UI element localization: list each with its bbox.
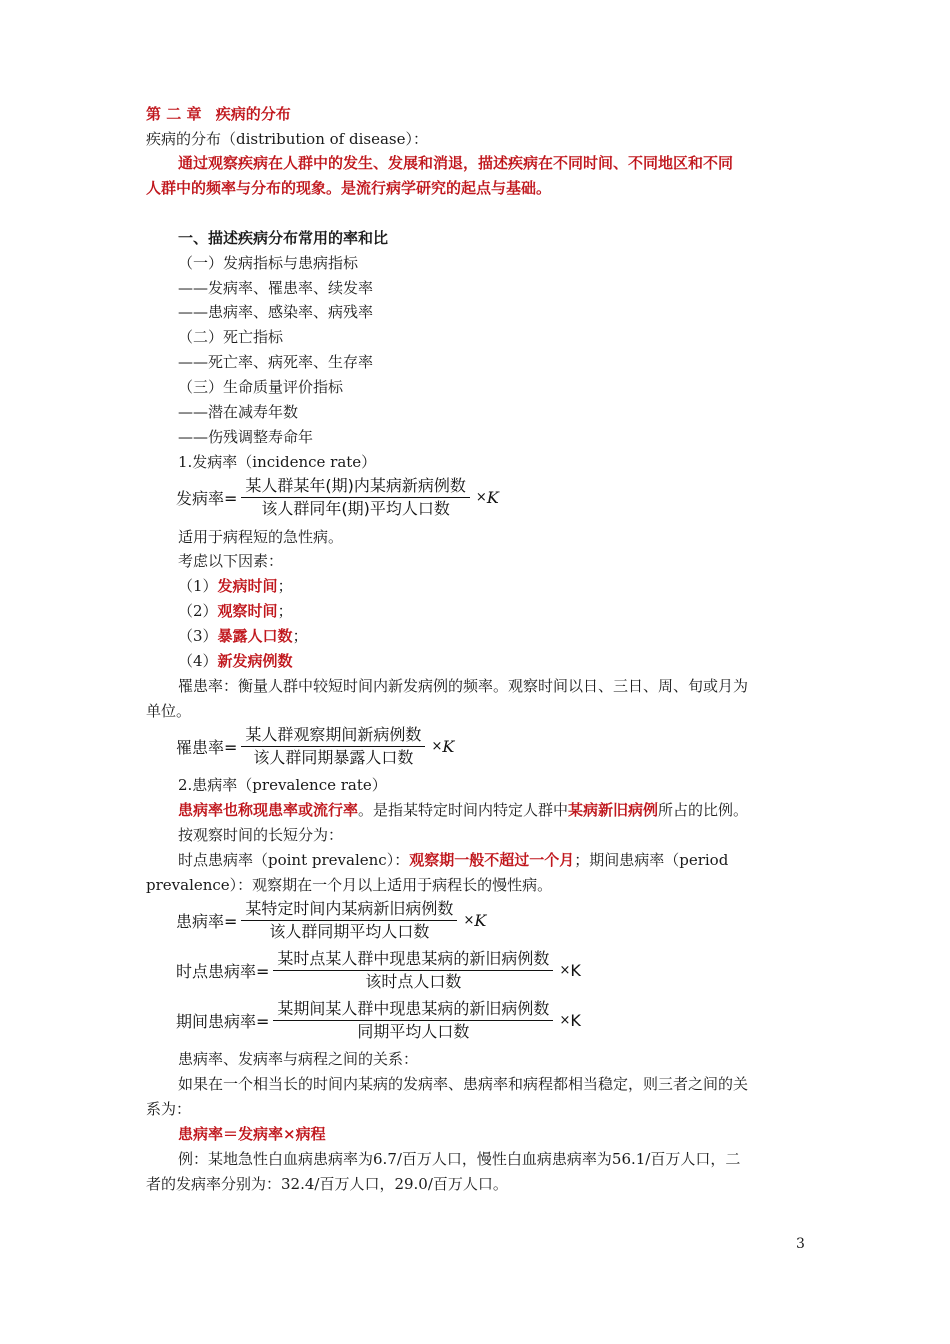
formula-multiply: ×: [559, 1012, 571, 1028]
relation-title: 患病率、发病率与病程之间的关系：: [178, 1050, 419, 1068]
formula-denominator: 该时点人口数: [365, 971, 462, 991]
formula-lhs: 时点患病率=: [176, 961, 270, 981]
attack-rate-line-2: 单位。: [146, 702, 192, 720]
incidence-note: 适用于病程短的急性病。: [178, 528, 344, 546]
incidence-title: 1.发病率（incidence rate）: [178, 453, 377, 471]
point-prevalence-line: [178, 850, 728, 870]
prevalence-def-text: 。是指某特定时间内特定人群中: [358, 801, 569, 819]
section-item: （二）死亡指标: [178, 328, 284, 346]
factor-suffix: ；: [292, 627, 308, 645]
factor-item: [178, 576, 293, 596]
page-number: 3: [796, 1236, 805, 1252]
section-item: （三）生命质量评价指标: [178, 378, 344, 396]
relation-line-1: 如果在一个相当长的时间内某病的发病率、患病率和病程都相当稳定，则三者之间的关: [178, 1075, 749, 1093]
formula-denominator: 该人群同期暴露人口数: [253, 747, 414, 767]
section-item: ——死亡率、病死率、生存率: [178, 353, 374, 371]
formula-numerator: 某特定时间内某病新旧病例数: [241, 899, 457, 921]
formula-numerator: 某期间某人群中现患某病的新旧病例数: [273, 999, 553, 1021]
factor-suffix: ；: [277, 602, 293, 620]
prevalence-definition: [178, 800, 748, 820]
prevalence-def-highlight: 患病率也称现患率或流行率: [178, 801, 359, 819]
chapter-heading: [146, 104, 291, 124]
prevalence-split: 按观察时间的长短分为：: [178, 826, 344, 844]
definition-line-2: 人群中的频率与分布的现象。是流行病学研究的起点与基础。: [146, 179, 552, 197]
relation-formula: 患病率＝发病率×病程: [178, 1125, 326, 1143]
factor-suffix: ；: [277, 577, 293, 595]
chapter-number: 第 二 章: [146, 105, 202, 123]
attack-rate-formula: [176, 722, 454, 770]
factor-text: 发病时间: [217, 577, 278, 595]
formula-fraction: [241, 476, 470, 519]
formula-multiply: ×: [559, 962, 571, 978]
factor-text: 新发病例数: [217, 652, 293, 670]
prevalence-formula: [176, 896, 486, 944]
section-item: ——患病率、感染率、病残率: [178, 303, 374, 321]
factor-text: 暴露人口数: [217, 627, 293, 645]
factor-text: 观察时间: [217, 602, 278, 620]
section-heading: 一、描述疾病分布常用的率和比: [178, 229, 389, 247]
point-prevalence-text: 时点患病率（point prevalenc）：: [178, 851, 410, 869]
section-item: ——潜在减寿年数: [178, 403, 299, 421]
formula-constant: K: [474, 910, 487, 930]
formula-numerator: 某人群某年(期)内某病新病例数: [241, 476, 470, 498]
point-prevalence-formula: [176, 946, 581, 994]
formula-numerator: 某时点某人群中现患某病的新旧病例数: [273, 949, 553, 971]
formula-fraction: [241, 725, 425, 768]
formula-fraction: [241, 899, 457, 942]
factor-item: [178, 626, 308, 646]
factor-prefix: （4）: [178, 652, 218, 670]
point-prevalence-highlight: 观察期一般不超过一个月: [409, 851, 575, 869]
factor-prefix: （3）: [178, 627, 218, 645]
formula-lhs: 患病率=: [176, 911, 238, 931]
formula-multiply: ×: [475, 489, 487, 505]
formula-constant: K: [442, 736, 455, 756]
formula-fraction: [273, 949, 553, 992]
period-prevalence-formula: [176, 996, 581, 1044]
formula-constant: K: [570, 1010, 581, 1030]
factor-prefix: （1）: [178, 577, 218, 595]
definition-term: 疾病的分布（distribution of disease）：: [146, 130, 428, 148]
incidence-formula: [176, 473, 499, 521]
prevalence-title: 2.患病率（prevalence rate）: [178, 776, 387, 794]
section-item: ——发病率、罹患率、续发率: [178, 279, 374, 297]
example-line-2: 者的发病率分别为：32.4/百万人口，29.0/百万人口。: [146, 1175, 508, 1193]
chapter-title: 疾病的分布: [215, 105, 291, 123]
formula-denominator: 同期平均人口数: [357, 1021, 470, 1041]
formula-lhs: 发病率=: [176, 488, 238, 508]
formula-multiply: ×: [431, 738, 443, 754]
factor-item: [178, 601, 293, 621]
relation-line-2: 系为：: [146, 1100, 192, 1118]
attack-rate-line-1: 罹患率：衡量人群中较短时间内新发病例的频率。观察时间以日、三日、周、旬或月为: [178, 677, 749, 695]
formula-lhs: 期间患病率=: [176, 1011, 270, 1031]
formula-denominator: 该人群同期平均人口数: [269, 921, 430, 941]
prevalence-def-highlight: 某病新旧病例: [568, 801, 659, 819]
prevalence-def-text: 所占的比例。: [658, 801, 749, 819]
formula-lhs: 罹患率=: [176, 737, 238, 757]
section-item: （一）发病指标与患病指标: [178, 254, 359, 272]
formula-multiply: ×: [463, 912, 475, 928]
section-item: ——伤残调整寿命年: [178, 428, 314, 446]
formula-constant: K: [570, 960, 581, 980]
formula-denominator: 该人群同年(期)平均人口数: [261, 498, 450, 518]
definition-line-1: 通过观察疾病在人群中的发生、发展和消退，描述疾病在不同时间、不同地区和不同: [178, 154, 734, 172]
example-line-1: 例：某地急性白血病患病率为6.7/百万人口，慢性白血病患病率为56.1/百万人口，二: [178, 1150, 741, 1168]
formula-fraction: [273, 999, 553, 1042]
incidence-note: 考虑以下因素：: [178, 552, 284, 570]
formula-constant: K: [486, 487, 499, 507]
factor-item: [178, 651, 293, 671]
period-prevalence-line: prevalence）：观察期在一个月以上适用于病程长的慢性病。: [146, 876, 553, 894]
period-prevalence-text: ；期间患病率（period: [574, 851, 729, 869]
formula-numerator: 某人群观察期间新病例数: [241, 725, 425, 747]
factor-prefix: （2）: [178, 602, 218, 620]
